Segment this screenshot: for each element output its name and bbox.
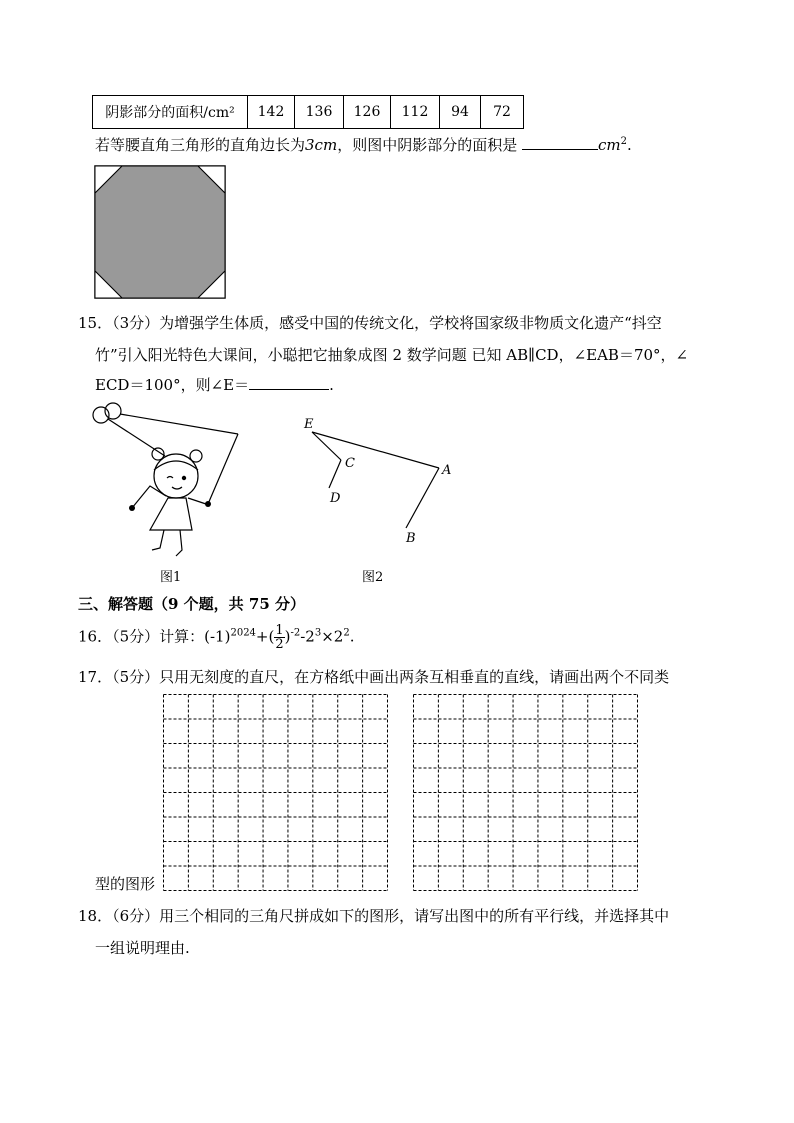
table-cell: 94 — [440, 96, 481, 129]
right-arm — [188, 498, 206, 504]
table-cell: 142 — [248, 96, 295, 129]
q14-answer-blank[interactable] — [522, 149, 598, 150]
string — [120, 414, 238, 434]
q14-question-line — [95, 135, 632, 155]
dress — [150, 498, 192, 530]
q15-line-3 — [95, 375, 334, 395]
q18-line-1: 18．（6分）用三个相同的三角尺拼成如下的图形，请写出图中的所有平行线，并选择其中 — [78, 907, 670, 925]
figure-2-caption: 图2 — [362, 570, 384, 585]
area-table — [92, 95, 524, 129]
q16-close: ) — [284, 627, 291, 646]
grid-paper-right[interactable] — [413, 694, 638, 891]
figure-1-diabolo-girl — [88, 398, 258, 568]
q14-unit-sup: 2 — [620, 136, 627, 147]
q16-prefix: 16．（5分）计算： — [78, 627, 205, 646]
hair-bun — [190, 450, 202, 462]
q18-line-2: 一组说明理由. — [95, 939, 190, 957]
grid-paper-left[interactable] — [163, 694, 388, 891]
section-3-title: 三、解答题（9 个题，共 75 分） — [78, 595, 305, 613]
point-label-B: B — [406, 531, 416, 546]
q16-plus: +( — [255, 627, 275, 646]
left-leg — [152, 530, 164, 550]
point-label-C: C — [345, 456, 355, 471]
q14-unit: cm — [597, 136, 621, 154]
q16-end: . — [349, 627, 355, 646]
table-cell: 136 — [295, 96, 344, 129]
table-cell: 112 — [391, 96, 440, 129]
q17-line-1: 17．（5分）只用无刻度的直尺，在方格纸中画出两条互相垂直的直线，请画出两个不同类 — [78, 668, 670, 686]
q14-end: . — [626, 136, 632, 154]
stick-end — [129, 505, 135, 511]
shaded-octagon — [95, 166, 225, 298]
q16-exp3: 3 — [314, 627, 322, 639]
segment-AB — [406, 468, 439, 528]
stick-end — [205, 501, 211, 507]
table-header-cell: 阴影部分的面积/cm² — [93, 96, 248, 129]
string — [208, 434, 238, 504]
figure-1-caption: 图1 — [160, 570, 182, 585]
q16-base1: (-1) — [204, 627, 231, 646]
figure-2-geometry — [296, 412, 466, 552]
left-arm — [132, 486, 166, 508]
q17-line-2: 型的图形 — [95, 875, 156, 893]
table-cell: 126 — [344, 96, 391, 129]
q16-exp2: -2 — [290, 627, 301, 639]
q14-length: 3cm — [305, 136, 338, 154]
mouth — [172, 487, 182, 489]
q16-times: ×2 — [321, 627, 344, 646]
q16-fraction — [274, 624, 284, 651]
q15-line3-end: . — [329, 376, 334, 394]
eye — [167, 477, 173, 479]
q16-minus: -2 — [300, 627, 315, 646]
table-cell: 72 — [481, 96, 524, 129]
q15-answer-blank[interactable] — [249, 389, 329, 390]
right-leg — [176, 530, 182, 556]
q15-line-2: 竹”引入阳光特色大课间，小聪把它抽象成图 2 数学问题 已知 AB∥CD，∠EAB＝70°，∠ — [95, 346, 689, 364]
string — [108, 419, 165, 456]
hair-fringe — [154, 461, 198, 470]
q16-line — [78, 624, 355, 654]
q14-text-b: ，则图中阴影部分的面积是 — [337, 136, 518, 154]
q16-frac-num: 1 — [275, 623, 284, 638]
eye — [182, 476, 185, 479]
q16-exp4: 2 — [343, 627, 350, 639]
q14-text-a: 若等腰直角三角形的直角边长为 — [95, 136, 306, 154]
point-label-E: E — [304, 417, 314, 432]
octagon-figure — [94, 165, 226, 299]
point-label-A: A — [442, 463, 452, 478]
q16-exp1: 2024 — [230, 627, 256, 639]
q15-line3-text: ECD＝100°，则∠E＝ — [95, 376, 250, 394]
point-label-D: D — [330, 491, 341, 506]
q15-line-1: 15．（3分）为增强学生体质，感受中国的传统文化，学校将国家级非物质文化遗产“抖空 — [78, 314, 662, 332]
table-row — [93, 96, 524, 129]
segment-CD — [329, 460, 341, 488]
q16-frac-den: 2 — [275, 637, 284, 652]
